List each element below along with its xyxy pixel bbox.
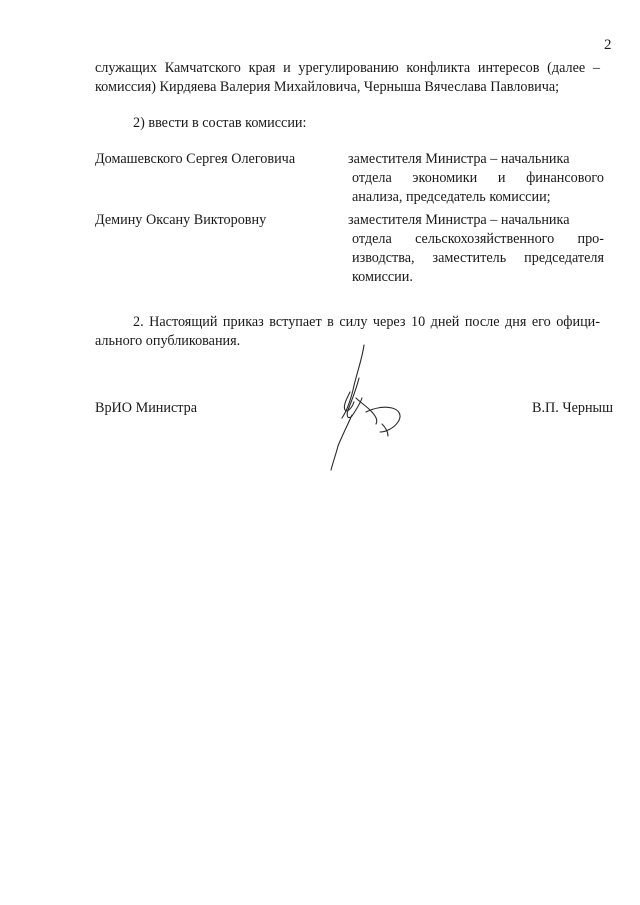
member-2-role-line-4: комиссии. xyxy=(352,269,413,285)
member-2-name: Демину Оксану Викторовну xyxy=(95,212,267,228)
paragraph-1-line-1: служащих Камчатского края и урегулированию конфликта интересов (далее – xyxy=(95,60,600,76)
member-2-role-line-2: отдела сельскохозяйственного про- xyxy=(352,231,604,247)
signatory-name: В.П. Черныш xyxy=(532,400,614,416)
clause-2-text: 2) ввести в состав комиссии: xyxy=(133,115,307,131)
paragraph-1-line-2: комиссия) Кирдяева Валерия Михайловича, Черныша Вячеслава Павловича; xyxy=(95,79,560,95)
paragraph-2-line-1: 2. Настоящий приказ вступает в силу через 10 дней после дня его офици- xyxy=(133,314,600,330)
member-2-role-line-1: заместителя Министра – начальника xyxy=(348,212,570,228)
paragraph-2-line-2: ального опубликования. xyxy=(95,333,241,349)
member-1-role-line-3: анализа, председатель комиссии; xyxy=(352,189,551,205)
member-2-role-line-3: изводства, заместитель председателя xyxy=(352,250,604,266)
member-1-role-line-2: отдела экономики и финансового xyxy=(352,170,604,186)
signature-position: ВрИО Министра xyxy=(95,400,198,416)
handwritten-signature xyxy=(326,340,416,475)
member-1-name: Домашевского Сергея Олеговича xyxy=(95,151,296,167)
page-number: 2 xyxy=(604,37,612,53)
member-1-role-line-1: заместителя Министра – начальника xyxy=(348,151,570,167)
